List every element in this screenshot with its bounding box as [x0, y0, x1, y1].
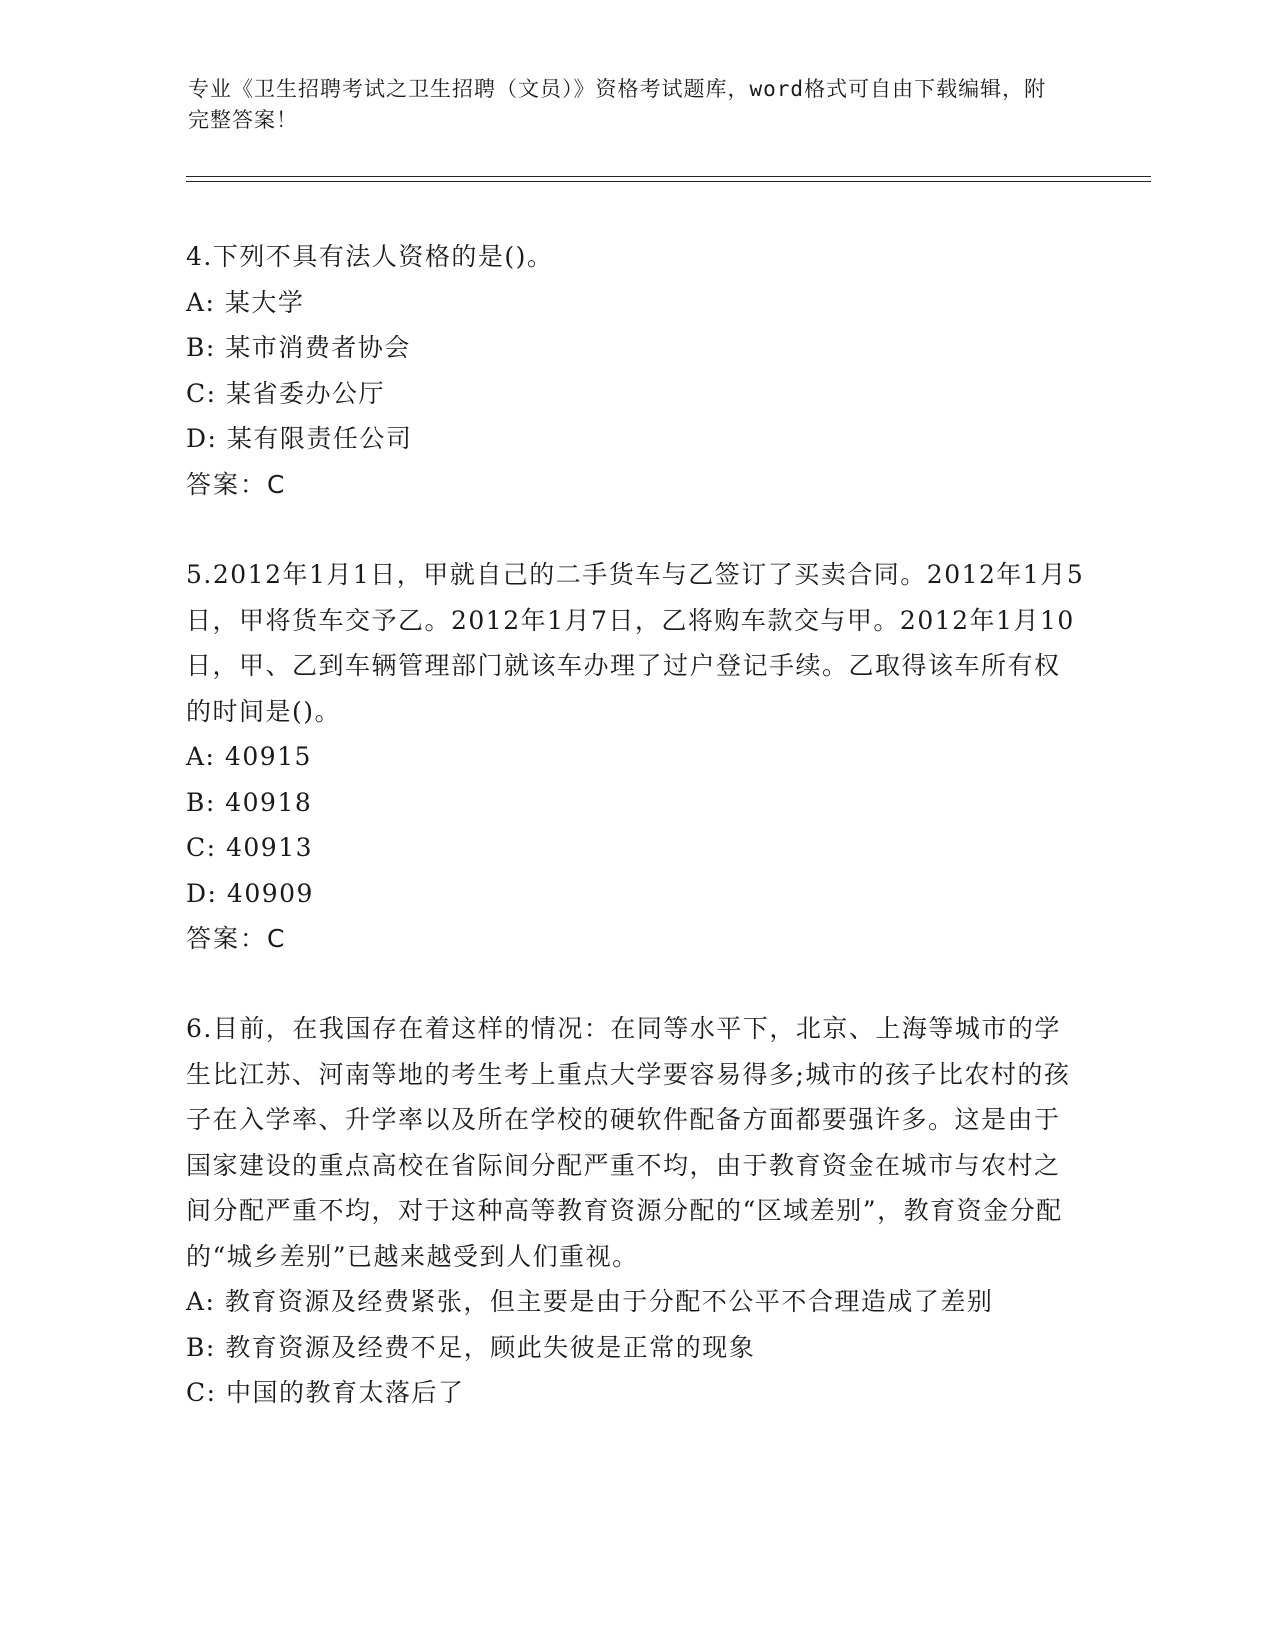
question-stem: 5.2012年1月1日，甲就自己的二手货车与乙签订了买卖合同。2012年1月5日，甲将货车交予乙。2012年1月7日，乙将购车款交与甲。2012年1月10日，甲、乙到车辆管理部门就该车办理了过户登记手续。乙取得该车所有权的时间是()。 [186, 560, 1085, 726]
document-header: 专业《卫生招聘考试之卫生招聘（文员）》资格考试题库，word格式可自由下载编辑，附完整答案！ [188, 77, 1047, 132]
question-4 [186, 234, 1086, 507]
option-c: C: 40913 [186, 833, 314, 862]
answer-label: 答案：C [186, 924, 287, 953]
question-stem: 4.下列不具有法人资格的是()。 [186, 242, 554, 271]
header-divider-bottom [186, 181, 1151, 182]
header-divider-top [186, 176, 1151, 177]
option-d: D: 40909 [186, 878, 314, 908]
option-b: B: 某市消费者协会 [186, 333, 411, 362]
option-a: A: 40915 [186, 742, 312, 771]
answer-label: 答案：C [186, 469, 287, 499]
option-b: B: 40918 [186, 787, 313, 817]
option-c: C: 某省委办公厅 [186, 378, 385, 408]
question-6 [186, 1006, 1086, 1416]
option-c: C: 中国的教育太落后了 [186, 1378, 465, 1407]
question-stem: 6.目前，在我国存在着这样的情况：在同等水平下，北京、上海等城市的学生比江苏、河南等地的考生考上重点大学要容易得多;城市的孩子比农村的孩子在入学率、升学率以及所在学校的硬软件配备方面都要强许多。这是由于国家建设的重点高校在省际间分配严重不均，由于教育资金在城市与农村之间分配严重不均，对于这种高等教育资源分配的“区域差别”，教育资金分配的“城乡差别”已越来越受到人们重视。 [186, 1014, 1071, 1271]
option-b: B: 教育资源及经费不足，顾此失彼是正常的现象 [186, 1332, 756, 1362]
option-a: A: 教育资源及经费紧张，但主要是由于分配不公平不合理造成了差别 [186, 1287, 994, 1316]
question-5 [186, 552, 1086, 962]
option-a: A: 某大学 [186, 287, 305, 317]
option-d: D: 某有限责任公司 [186, 424, 413, 453]
